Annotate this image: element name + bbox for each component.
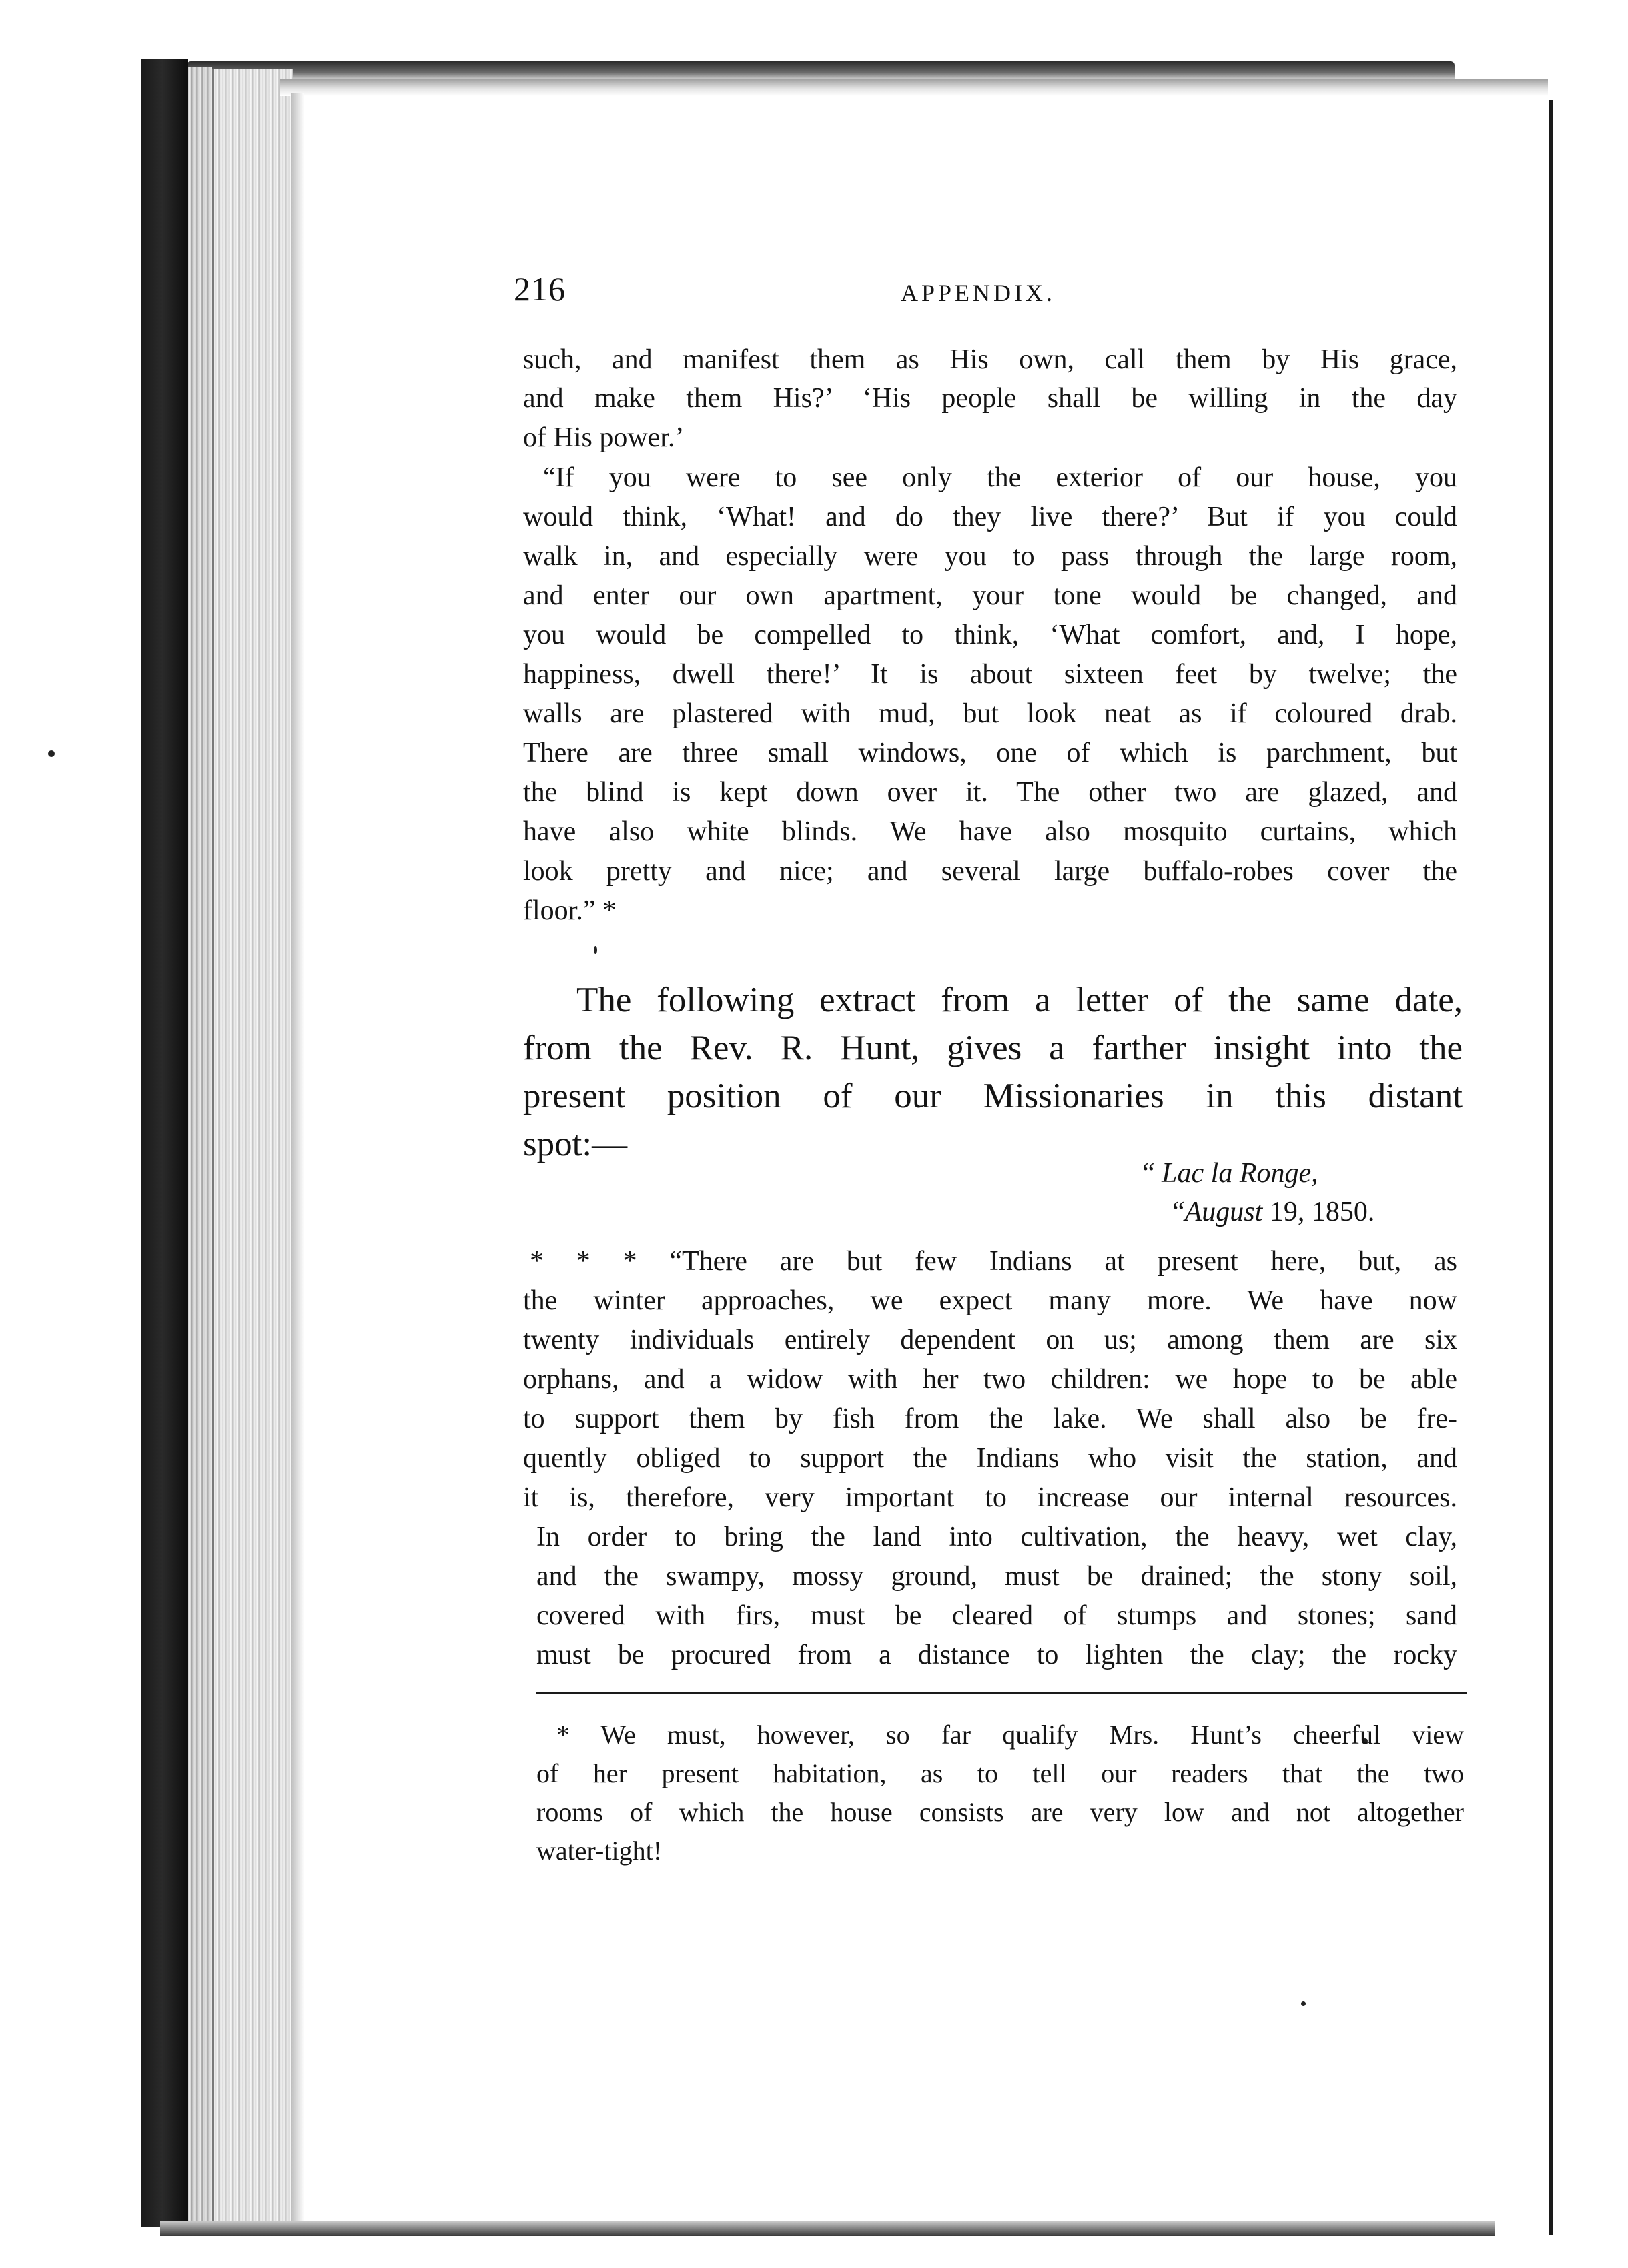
page-number: 216 (514, 270, 566, 308)
facing-page-edge (1549, 100, 1553, 2235)
body-line: such, and manifest them as His own, call them by His grace, (523, 344, 1457, 375)
footnote-line: rooms of which the house consists are very low and not altogether (536, 1797, 1464, 1827)
body-line: floor.” * (523, 895, 617, 926)
running-head (514, 269, 1461, 323)
letter-line: * * * “There are but few Indians at present here, but, as (530, 1246, 1457, 1277)
footnote-line: water-tight! (536, 1836, 663, 1866)
intro-line: The following extract from a letter of the same date, (576, 981, 1463, 1019)
body-line: walls are plastered with mud, but look neat as if coloured drab. (523, 698, 1457, 729)
body-line: “If you were to see only the exterior of our house, you (543, 462, 1457, 493)
book-cover-top-edge (187, 61, 1455, 80)
intro-line: spot:— (523, 1125, 628, 1163)
body-line: would think, ‘What! and do they live there?’ But if you could (523, 502, 1457, 532)
scan-speck (594, 946, 597, 954)
body-line: happiness, dwell there!’ It is about sixteen feet by twelve; the (523, 659, 1457, 690)
body-line: and enter our own apartment, your tone would be changed, and (523, 580, 1457, 611)
body-line: There are three small windows, one of which is parchment, but (523, 738, 1457, 768)
letter-line: and the swampy, mossy ground, must be drained; the stony soil, (536, 1561, 1457, 1592)
footnote-line: of her present habitation, as to tell our readers that the two (536, 1758, 1464, 1788)
intro-line: from the Rev. R. Hunt, gives a farther insight into the (523, 1029, 1463, 1067)
letter-line: the winter approaches, we expect many more. We have now (523, 1285, 1457, 1316)
book-spine (141, 59, 188, 2227)
running-title: APPENDIX. (901, 279, 1056, 306)
letter-date-rest: 19, 1850. (1269, 1197, 1375, 1227)
body-line: the blind is kept down over it. The other two are glazed, and (523, 777, 1457, 808)
scan-speck (48, 750, 55, 757)
scan-speck (1301, 2001, 1306, 2006)
letter-line: to support them by fish from the lake. We shall also be fre- (523, 1403, 1457, 1434)
body-line: and make them His?’ ‘His people shall be willing in the day (523, 383, 1457, 414)
page-stack-edge (212, 69, 293, 2231)
body-line: you would be compelled to think, ‘What comfort, and, I hope, (523, 620, 1457, 650)
letter-line: In order to bring the land into cultivation, the heavy, wet clay, (536, 1522, 1457, 1552)
body-line: walk in, and especially were you to pass through the large room, (523, 541, 1457, 572)
book-spine-edge (188, 67, 212, 2228)
footnote-line: * We must, however, so far qualify Mrs. Hunt’s cheerful view (556, 1720, 1464, 1750)
letter-date-month: August (1184, 1197, 1263, 1227)
body-line: of His power.’ (523, 422, 685, 453)
letter-place-text: Lac la Ronge, (1162, 1158, 1318, 1189)
letter-line: twenty individuals entirely dependent on us; among them are six (523, 1325, 1457, 1355)
footnote-rule (536, 1692, 1467, 1694)
book-cover-bottom-edge (160, 2221, 1495, 2236)
body-line: have also white blinds. We have also mosquito curtains, which (523, 816, 1457, 847)
page-top-edge (280, 79, 1548, 96)
letter-line: must be procured from a distance to lighten the clay; the rocky (536, 1640, 1457, 1670)
intro-line: present position of our Missionaries in this distant (523, 1077, 1463, 1115)
letter-date: “August 19, 1850. (1172, 1197, 1375, 1227)
letter-line: quently obliged to support the Indians who visit the station, and (523, 1443, 1457, 1474)
letter-line: covered with firs, must be cleared of stumps and stones; sand (536, 1600, 1457, 1631)
letter-line: orphans, and a widow with her two children: we hope to be able (523, 1364, 1457, 1395)
letter-place: “ Lac la Ronge, (1142, 1158, 1318, 1189)
body-line: look pretty and nice; and several large buffalo-robes cover the (523, 856, 1457, 887)
letter-line: it is, therefore, very important to increase our internal resources. (523, 1482, 1457, 1513)
gutter-shadow (291, 93, 304, 2221)
